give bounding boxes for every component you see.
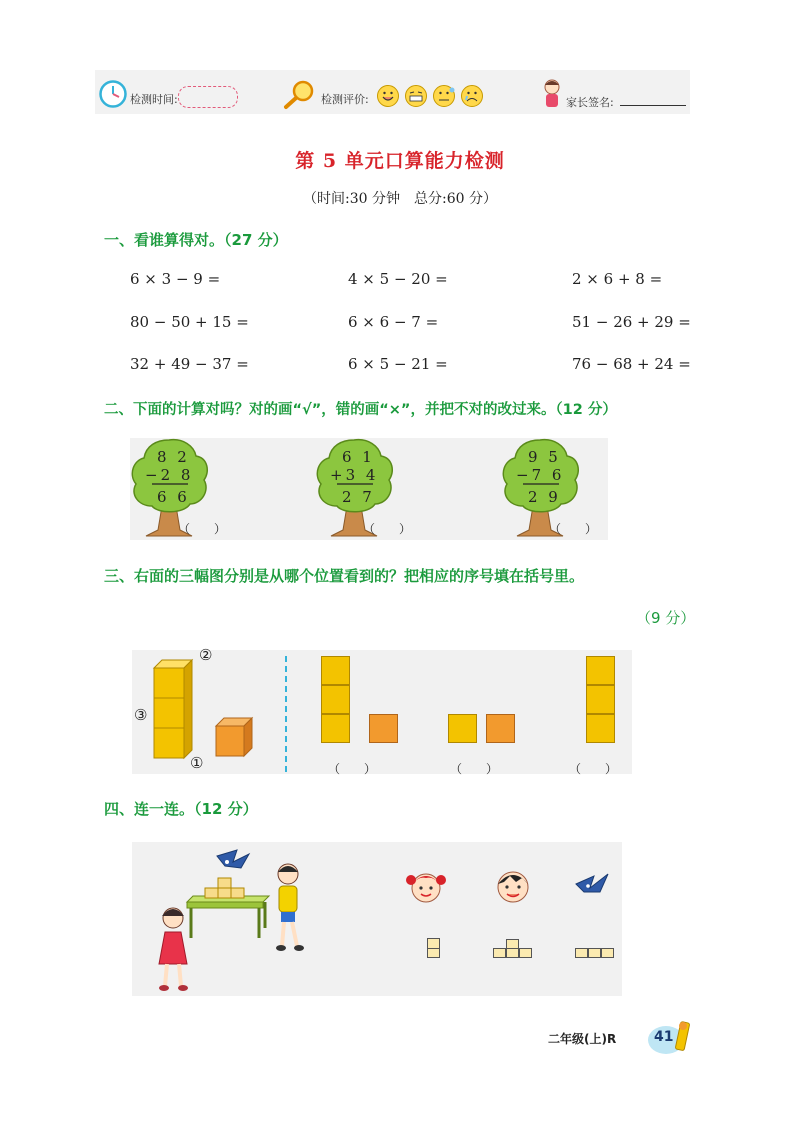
section1-heading: 一、看谁算得对。（27 分） xyxy=(104,231,288,249)
tree-operand: +3 4 xyxy=(330,466,379,484)
position-label-2: ② xyxy=(199,646,213,664)
section2-heading: 二、下面的计算对吗？对的画“√”，错的画“×”，并把不对的改过来。（12 分） xyxy=(104,402,617,418)
equation: 2 × 6 + 8 = xyxy=(572,270,663,288)
answer-paren[interactable]: （ ） xyxy=(549,522,598,536)
girl-face-icon[interactable] xyxy=(405,866,447,906)
tree-result: 2 7 xyxy=(342,488,375,506)
eval-label: 检测评价: xyxy=(321,93,369,106)
scene-illustration xyxy=(145,842,320,996)
parent-label: 家长签名: xyxy=(566,96,614,109)
position-label-3: ③ xyxy=(134,706,148,724)
signature-line[interactable] xyxy=(620,104,686,106)
equation: 80 − 50 + 15 = xyxy=(130,313,249,331)
equation: 6 × 6 − 7 = xyxy=(348,313,439,331)
bird-icon xyxy=(217,850,249,868)
page-number: 41 xyxy=(654,1029,674,1045)
tree-operand: −2 8 xyxy=(145,466,194,484)
equation: 32 + 49 − 37 = xyxy=(130,355,249,373)
time-field[interactable] xyxy=(178,86,238,108)
bird-icon[interactable] xyxy=(574,866,612,898)
tree-top-number: 9 5 xyxy=(528,448,561,466)
cube-stack-3d xyxy=(150,658,260,762)
grade-label: 二年级(上)R xyxy=(548,1032,617,1046)
equation: 6 × 5 − 21 = xyxy=(348,355,448,373)
boy-face-icon[interactable] xyxy=(492,864,534,906)
page-title xyxy=(0,146,800,173)
answer-paren[interactable]: （ ） xyxy=(450,762,499,776)
answer-paren[interactable]: （ ） xyxy=(178,522,227,536)
answer-paren[interactable]: （ ） xyxy=(328,762,377,776)
subtitle: （时间:30 分钟 总分:60 分） xyxy=(303,191,497,207)
section3-heading: 三、右面的三幅图分别是从哪个位置看到的？把相应的序号填在括号里。 xyxy=(104,567,585,585)
tree-result: 2 9 xyxy=(528,488,561,506)
emoji-faces-icon xyxy=(376,84,488,108)
tree-top-number: 8 2 xyxy=(157,448,190,466)
tree-top-number: 6 1 xyxy=(342,448,375,466)
equation: 76 − 68 + 24 = xyxy=(572,355,691,373)
title-text: 第 5 单元口算能力检测 xyxy=(295,150,505,172)
divider-line xyxy=(285,656,287,772)
answer-paren[interactable]: （ ） xyxy=(363,522,412,536)
tree-result: 6 6 xyxy=(157,488,190,506)
magnifier-icon xyxy=(282,79,318,111)
parent-icon xyxy=(540,77,564,111)
position-label-1: ① xyxy=(190,754,204,772)
answer-paren[interactable]: （ ） xyxy=(569,762,618,776)
section3-score: （9 分） xyxy=(636,609,696,627)
clock-icon xyxy=(98,79,128,109)
equation: 51 − 26 + 29 = xyxy=(572,313,691,331)
section4-heading: 四、连一连。（12 分） xyxy=(104,800,258,818)
tree-operand: −7 6 xyxy=(516,466,565,484)
equation: 6 × 3 − 9 = xyxy=(130,270,221,288)
equation: 4 × 5 − 20 = xyxy=(348,270,448,288)
time-label: 检测时间: xyxy=(130,93,178,106)
